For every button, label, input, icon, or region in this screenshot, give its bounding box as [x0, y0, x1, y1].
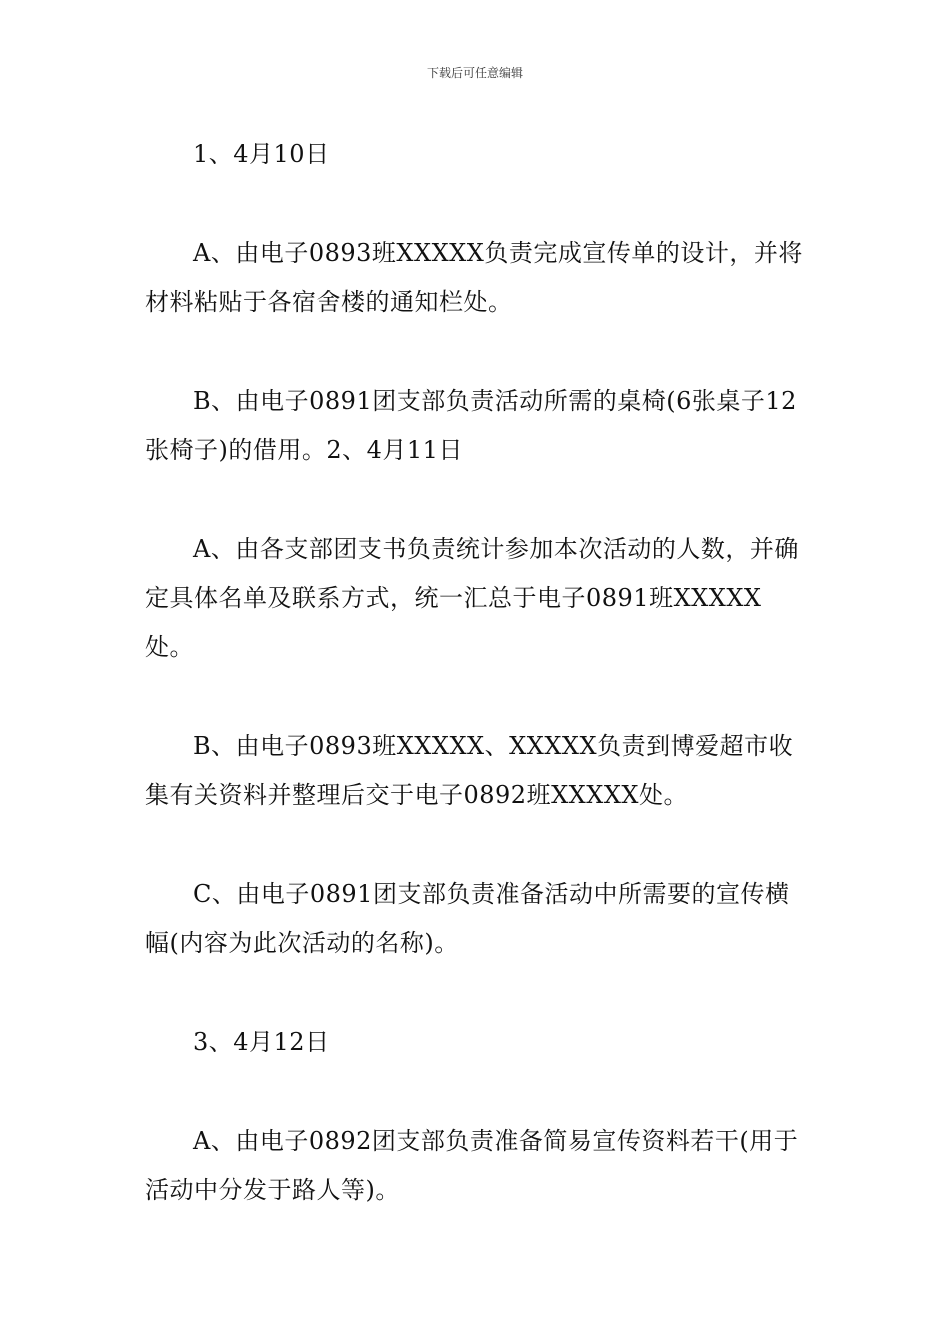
document-body [145, 130, 810, 1265]
paragraph-task-c-banner: C、由电子0891团支部负责准备活动中所需要的宣传横幅(内容为此次活动的名称)。 [145, 880, 790, 957]
paragraph-task-a-flyer: A、由电子0893班XXXXX负责完成宣传单的设计，并将材料粘贴于各宿舍楼的通知栏处。 [145, 239, 803, 316]
paragraph-date-1: 1、4月10日 [193, 140, 330, 168]
paragraph-task-b-supermarket: B、由电子0893班XXXXX、XXXXX负责到博爱超市收集有关资料并整理后交于电子0892班XXXXX处。 [145, 732, 794, 809]
paragraph-task-b-tables: B、由电子0891团支部负责活动所需的桌椅(6张桌子12张椅子)的借用。2、4月11日 [145, 387, 797, 464]
page-header: 下载后可任意编辑 [426, 66, 523, 80]
paragraph-date-3: 3、4月12日 [193, 1028, 330, 1056]
paragraph-task-a-materials: A、由电子0892团支部负责准备简易宣传资料若干(用于活动中分发于路人等)。 [145, 1127, 799, 1204]
paragraph-task-a-headcount: A、由各支部团支书负责统计参加本次活动的人数，并确定具体名单及联系方式，统一汇总于电子0891班XXXXX处。 [145, 535, 799, 661]
